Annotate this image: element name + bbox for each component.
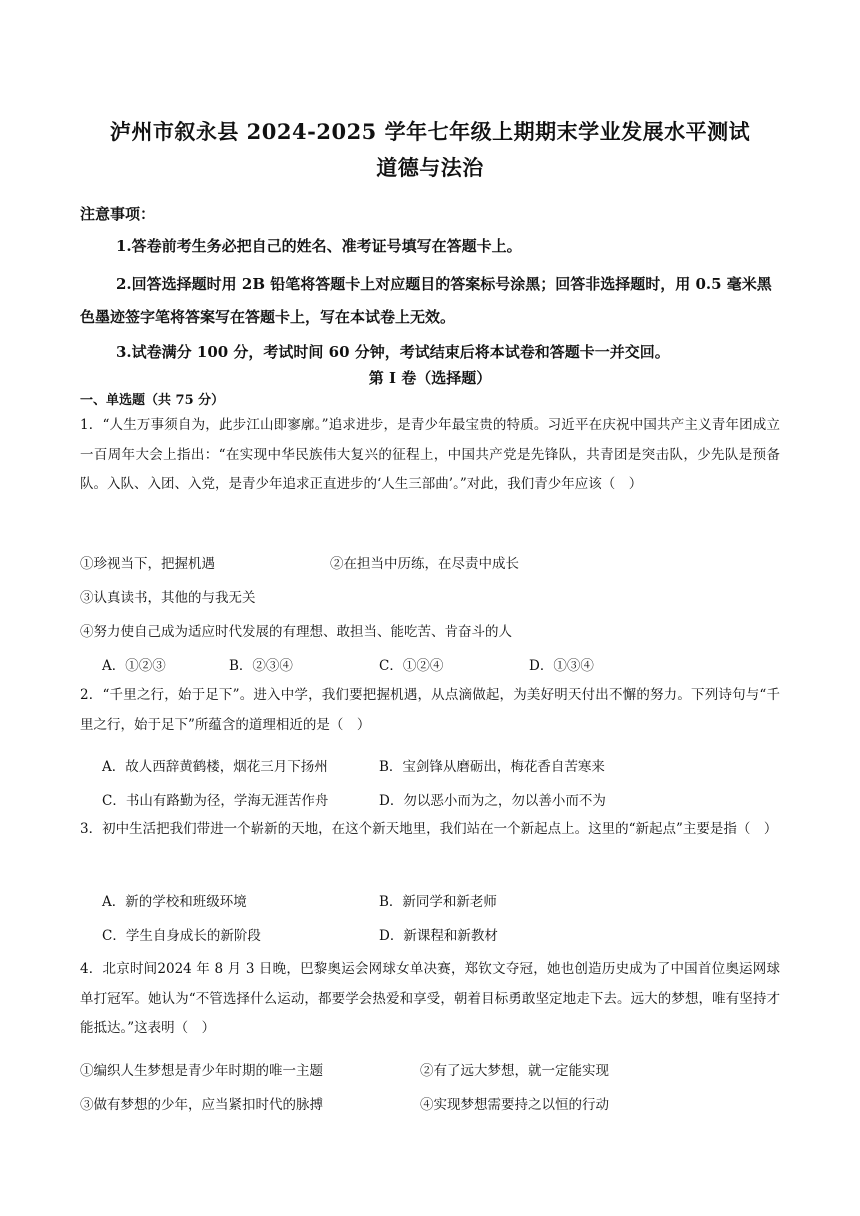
statement-1-1: ①珍视当下，把握机遇 — [80, 556, 215, 572]
question-stem-4: 4．北京时间2024 年 8 月 3 日晚，巴黎奥运会网球女单决赛，郑钦文夺冠，她也创造历史成为了中国首位奥运网球单打冠军。她认为“不管选择什么运动，都要学会热爱和享受，朝着目标勇敢坚定地走下去。远大的梦想，唯有坚持才能抵达。”这表明（ ） — [80, 961, 780, 1036]
section-title: 第 I 卷（选择题） — [368, 369, 492, 387]
notice-item-2: 2.回答选择题时用 2B 铅笔将答题卡上对应题目的答案标号涂黑；回答非选择题时，用 0.5 毫米黑色墨迹签字笔将答案写在答题卡上，写在本试卷上无效。 — [80, 275, 772, 326]
option-2-c: C．书山有路勤为径，学海无涯苦作舟 — [102, 793, 329, 809]
statement-4-2: ②有了远大梦想，就一定能实现 — [420, 1063, 609, 1079]
notice-heading: 注意事项： — [80, 205, 156, 223]
statement-1-2: ②在担当中历练，在尽责中成长 — [330, 556, 519, 572]
statement-4-1: ①编织人生梦想是青少年时期的唯一主题 — [80, 1063, 323, 1079]
statement-4-4: ④实现梦想需要持之以恒的行动 — [420, 1097, 609, 1113]
notice-item-1: 1.答卷前考生务必把自己的姓名、准考证号填写在答题卡上。 — [116, 237, 522, 255]
option-3-a: A．新的学校和班级环境 — [102, 894, 247, 910]
subject-title: 道德与法治 — [376, 155, 484, 180]
statement-1-4: ④努力使自己成为适应时代发展的有理想、敢担当、能吃苦、肯奋斗的人 — [80, 624, 512, 640]
question-stem-2: 2．“千里之行，始于足下”。进入中学，我们要把握机遇，从点滴做起，为美好明天付出不懈的努力。下列诗句与“千里之行，始于足下”所蕴含的道理相近的是（ ） — [80, 687, 780, 733]
option-2-d: D．勿以恶小而为之，勿以善小而不为 — [379, 793, 606, 809]
option-1-a: A．①②③ — [102, 658, 166, 674]
option-3-c: C．学生自身成长的新阶段 — [102, 928, 261, 944]
option-3-b: B．新同学和新老师 — [379, 894, 497, 910]
statement-1-3: ③认真读书，其他的与我无关 — [80, 590, 256, 606]
exam-title: 泸州市叙永县 2024-2025 学年七年级上期期末学业发展水平测试 — [109, 119, 751, 144]
notice-item-3: 3.试卷满分 100 分，考试时间 60 分钟，考试结束后将本试卷和答题卡一并交回。 — [116, 343, 670, 361]
option-2-b: B．宝剑锋从磨砺出，梅花香自苦寒来 — [379, 759, 605, 775]
option-1-b: B．②③④ — [229, 658, 293, 674]
option-1-c: C．①②④ — [379, 658, 444, 674]
question-stem-3: 3．初中生活把我们带进一个崭新的天地，在这个新天地里，我们站在一个新起点上。这里的“新起点”主要是指（ ） — [80, 821, 778, 837]
question-stem-1: 1．“人生万事须自为，此步江山即寥廓。”追求进步，是青少年最宝贵的特质。习近平在庆祝中国共产主义青年团成立一百周年大会上指出：“在实现中华民族伟大复兴的征程上，中国共产党是先锋队，共青团是突击队，少先队是预备队。入队、入团、入党，是青少年追求正直进步的‘人生三部曲’。”对此，我们青少年应该（ ） — [80, 417, 780, 492]
statement-4-3: ③做有梦想的少年，应当紧扣时代的脉搏 — [80, 1097, 323, 1113]
option-2-a: A．故人西辞黄鹤楼，烟花三月下扬州 — [102, 759, 328, 775]
part-title: 一、单选题（共 75 分） — [80, 393, 225, 408]
option-3-d: D．新课程和新教材 — [379, 928, 498, 944]
option-1-d: D．①③④ — [529, 658, 594, 674]
